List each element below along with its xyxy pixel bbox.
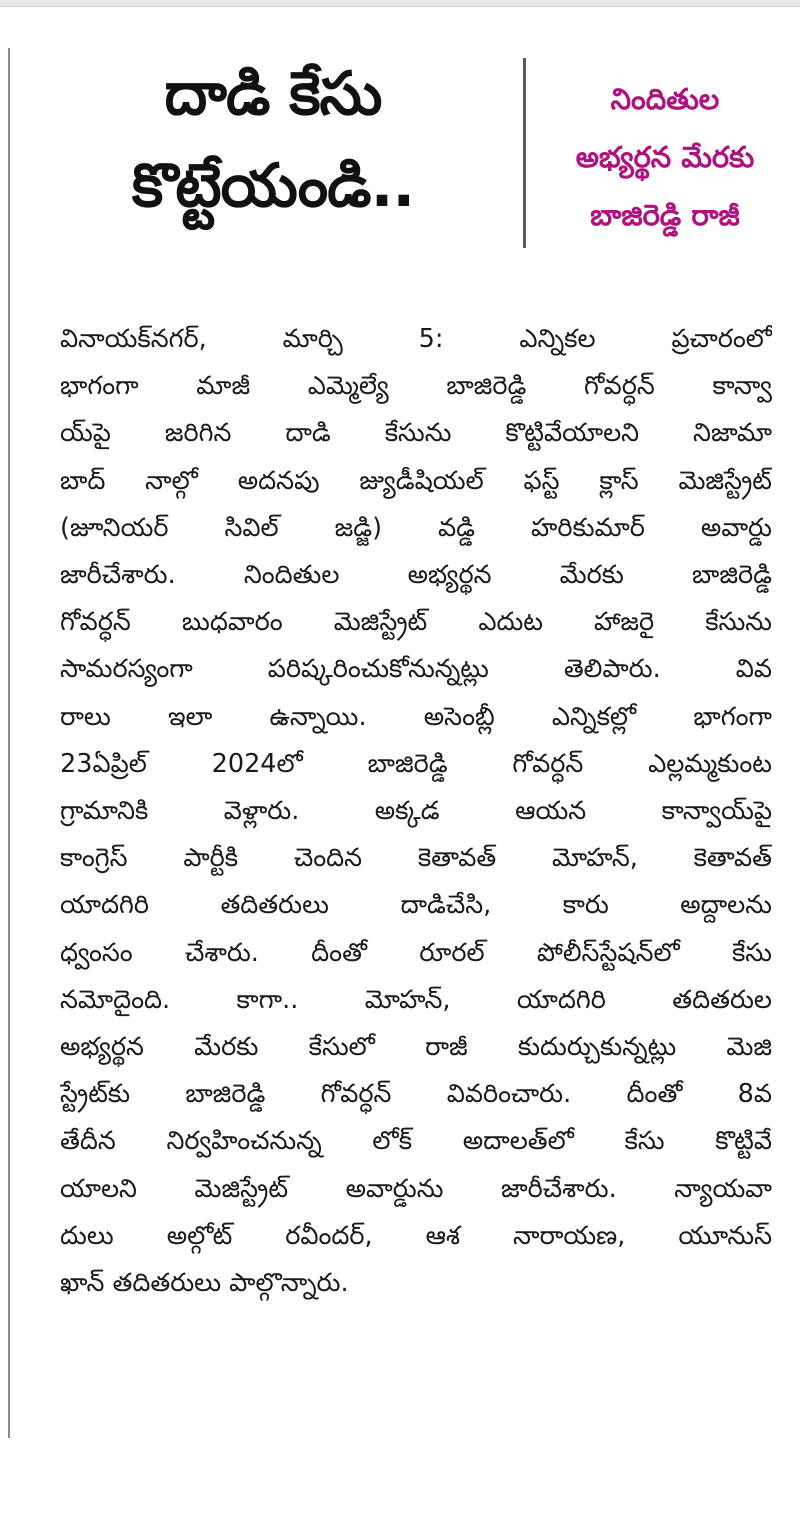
column-rule xyxy=(8,48,10,1438)
subheadline-line-3: బాజిరెడ్డి రాజీ xyxy=(590,198,740,232)
headline-divider xyxy=(523,58,526,248)
article-body xyxy=(60,316,772,1307)
body-line: తేదీన నిర్వహించనున్న లోక్ అదాలత్‌లో కేసు కొట్టివే xyxy=(60,1126,772,1157)
body-line: దులు అల్గోట్ రవీందర్, ఆశ నారాయణ, యూనుస్ xyxy=(60,1220,772,1251)
body-line: నమోదైంది. కాగా.. మోహన్, యాదగిరి తదితరుల xyxy=(60,984,772,1015)
body-line: (జూనియర్ సివిల్ జడ్జి) వడ్డి హరికుమార్ అవార్డు xyxy=(60,512,772,543)
body-line: గోవర్ధన్ బుధవారం మెజిస్ట్రేట్ ఎదుట హాజరై కేసును xyxy=(60,607,772,638)
body-line: భాగంగా మాజీ ఎమ్మెల్యే బాజిరెడ్డి గోవర్ధన్ కాన్వా xyxy=(60,371,772,402)
body-line: ఖాన్ తదితరులు పాల్గొన్నారు. xyxy=(60,1268,349,1299)
subheadline-line-1: నిందితుల xyxy=(610,82,720,116)
body-line: గ్రామానికి వెళ్లారు. అక్కడ ఆయన కాన్వాయ్‌పై xyxy=(60,796,772,827)
body-line: స్ట్రేట్‌కు బాజిరెడ్డి గోవర్ధన్ వివరించారు. దీంతో 8వ xyxy=(60,1079,772,1110)
body-line: వినాయక్‌నగర్, మార్చి 5: ఎన్నికల ప్రచారంలో xyxy=(60,324,772,354)
body-line: బాద్ నాల్గో అదనపు జ్యుడీషియల్ ఫస్ట్ క్లాస్ మెజిస్ట్రేట్ xyxy=(60,465,772,496)
headline xyxy=(28,48,518,232)
body-line: ధ్వంసం చేశారు. దీంతో రూరల్ పోలీస్‌స్టేషన్‌లో కేసు xyxy=(60,937,772,968)
body-line: యాదగిరి తదితరులు దాడిచేసి, కారు అద్దాలను xyxy=(60,890,772,921)
subheadline xyxy=(534,70,796,244)
body-line: కాంగ్రెస్ పార్టీకి చెందిన కెతావత్ మోహన్, కెతావత్ xyxy=(60,843,772,874)
subheadline-line-2: అభ్యర్థన మేరకు xyxy=(575,140,755,174)
body-line: యాలని మెజిస్ట్రేట్ అవార్డును జారీచేశారు. న్యాయవా xyxy=(60,1173,772,1204)
top-border xyxy=(0,0,800,7)
body-line: య్‌పై జరిగిన దాడి కేసును కొట్టివేయాలని నిజామా xyxy=(60,418,772,449)
body-line: అభ్యర్థన మేరకు కేసులో రాజీ కుదుర్చుకున్నట్లు మెజి xyxy=(60,1032,772,1063)
body-line: రాలు ఇలా ఉన్నాయి. అసెంబ్లీ ఎన్నికల్లో భాగంగా xyxy=(60,701,772,732)
body-line: జారీచేశారు. నిందితుల అభ్యర్థన మేరకు బాజిరెడ్డి xyxy=(60,560,772,591)
headline-line-1: దాడి కేసు xyxy=(164,59,382,129)
body-line: సామరస్యంగా పరిష్కరించుకోనున్నట్లు తెలిపారు. వివ xyxy=(60,654,772,685)
body-line: 23ఏప్రిల్ 2024లో బాజిరెడ్డి గోవర్ధన్ ఎల్లమ్మకుంట xyxy=(60,748,772,779)
headline-line-2: కొట్టేయండి.. xyxy=(131,151,415,221)
